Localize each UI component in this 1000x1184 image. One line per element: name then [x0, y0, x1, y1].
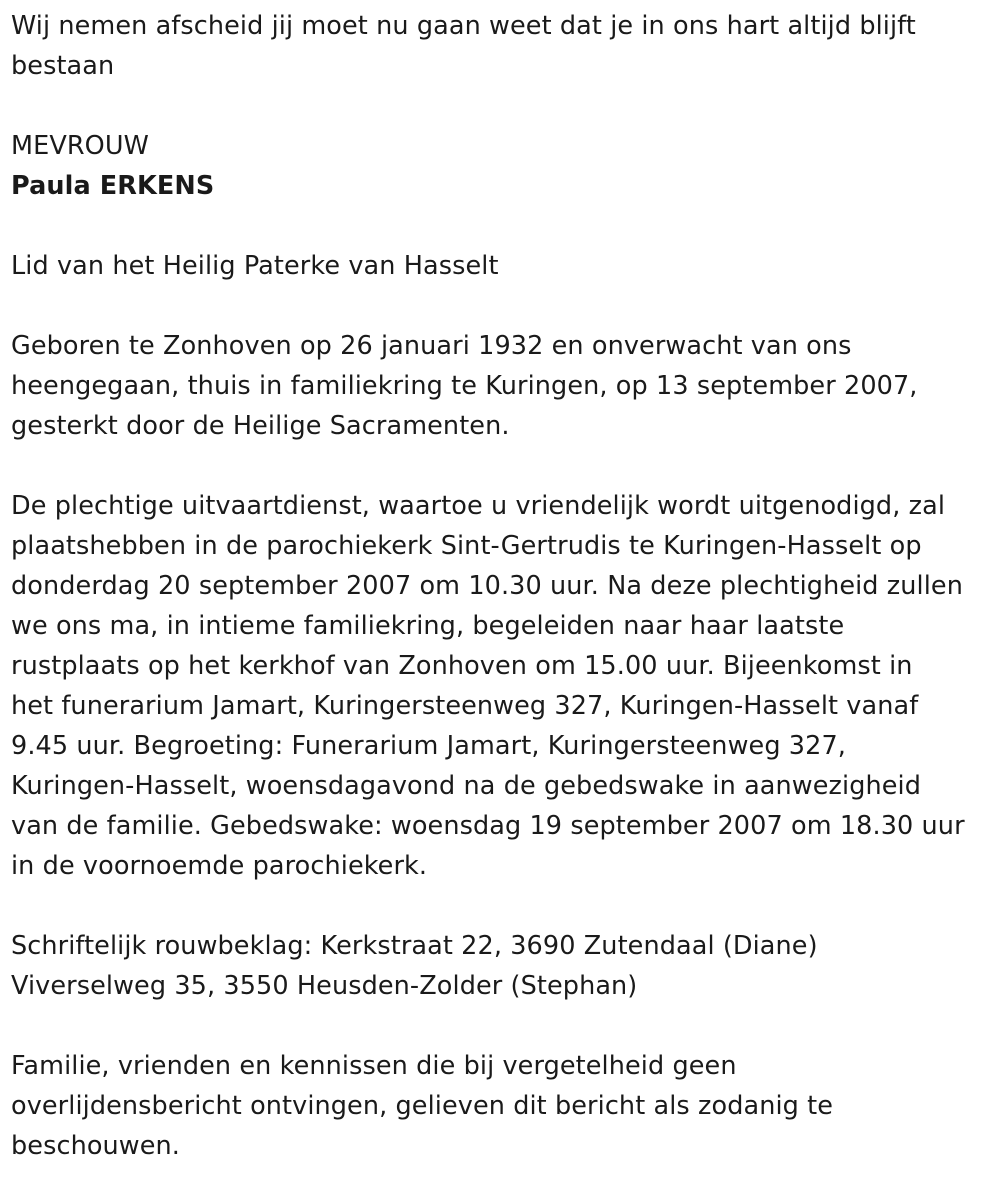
paragraph-line: plaatshebben in de parochiekerk Sint-Gertrudis te Kuringen-Hasselt op	[11, 531, 922, 561]
paragraph-line: 9.45 uur. Begroeting: Funerarium Jamart, Kuringersteenweg 327,	[11, 731, 846, 761]
membership-line: Lid van het Heilig Paterke van Hasselt	[11, 251, 499, 281]
intro-verse	[11, 6, 996, 86]
deceased-name: Paula ERKENS	[11, 171, 215, 201]
intro-line: Wij nemen afscheid jij moet nu gaan weet dat je in ons hart altijd blijft	[11, 11, 916, 41]
paragraph-line: in de voornoemde parochiekerk.	[11, 851, 428, 881]
paragraph-line: Viverselweg 35, 3550 Heusden-Zolder (Stephan)	[11, 971, 638, 1001]
paragraph-line: het funerarium Jamart, Kuringersteenweg 327, Kuringen-Hasselt vanaf	[11, 691, 919, 721]
spacer	[11, 286, 996, 326]
paragraph-line: van de familie. Gebedswake: woensdag 19 september 2007 om 18.30 uur	[11, 811, 965, 841]
paragraph-line: beschouwen.	[11, 1131, 181, 1161]
spacer	[11, 86, 996, 126]
paragraph-line: De plechtige uitvaartdienst, waartoe u vriendelijk wordt uitgenodigd, zal	[11, 491, 946, 521]
paragraph-line: heengegaan, thuis in familiekring te Kuringen, op 13 september 2007,	[11, 371, 918, 401]
closing-paragraph	[11, 1046, 996, 1166]
honorific-title: MEVROUW	[11, 131, 149, 161]
death-notice	[11, 0, 996, 1166]
funeral-service-paragraph	[11, 486, 996, 886]
spacer	[11, 886, 996, 926]
paragraph-line: donderdag 20 september 2007 om 10.30 uur. Na deze plechtigheid zullen	[11, 571, 963, 601]
paragraph-line: Familie, vrienden en kennissen die bij vergetelheid geen	[11, 1051, 737, 1081]
paragraph-line: we ons ma, in intieme familiekring, begeleiden naar haar laatste	[11, 611, 845, 641]
spacer	[11, 446, 996, 486]
paragraph-line: rustplaats op het kerkhof van Zonhoven om 15.00 uur. Bijeenkomst in	[11, 651, 913, 681]
paragraph-line: overlijdensbericht ontvingen, gelieven dit bericht als zodanig te	[11, 1091, 834, 1121]
intro-line: bestaan	[11, 51, 115, 81]
spacer	[11, 206, 996, 246]
paragraph-line: Schriftelijk rouwbeklag: Kerkstraat 22, 3690 Zutendaal (Diane)	[11, 931, 818, 961]
spacer	[11, 1006, 996, 1046]
paragraph-line: gesterkt door de Heilige Sacramenten.	[11, 411, 510, 441]
paragraph-line: Geboren te Zonhoven op 26 januari 1932 en onverwacht van ons	[11, 331, 852, 361]
birth-death-paragraph	[11, 326, 996, 446]
condolence-paragraph	[11, 926, 996, 1006]
paragraph-line: Kuringen-Hasselt, woensdagavond na de gebedswake in aanwezigheid	[11, 771, 922, 801]
